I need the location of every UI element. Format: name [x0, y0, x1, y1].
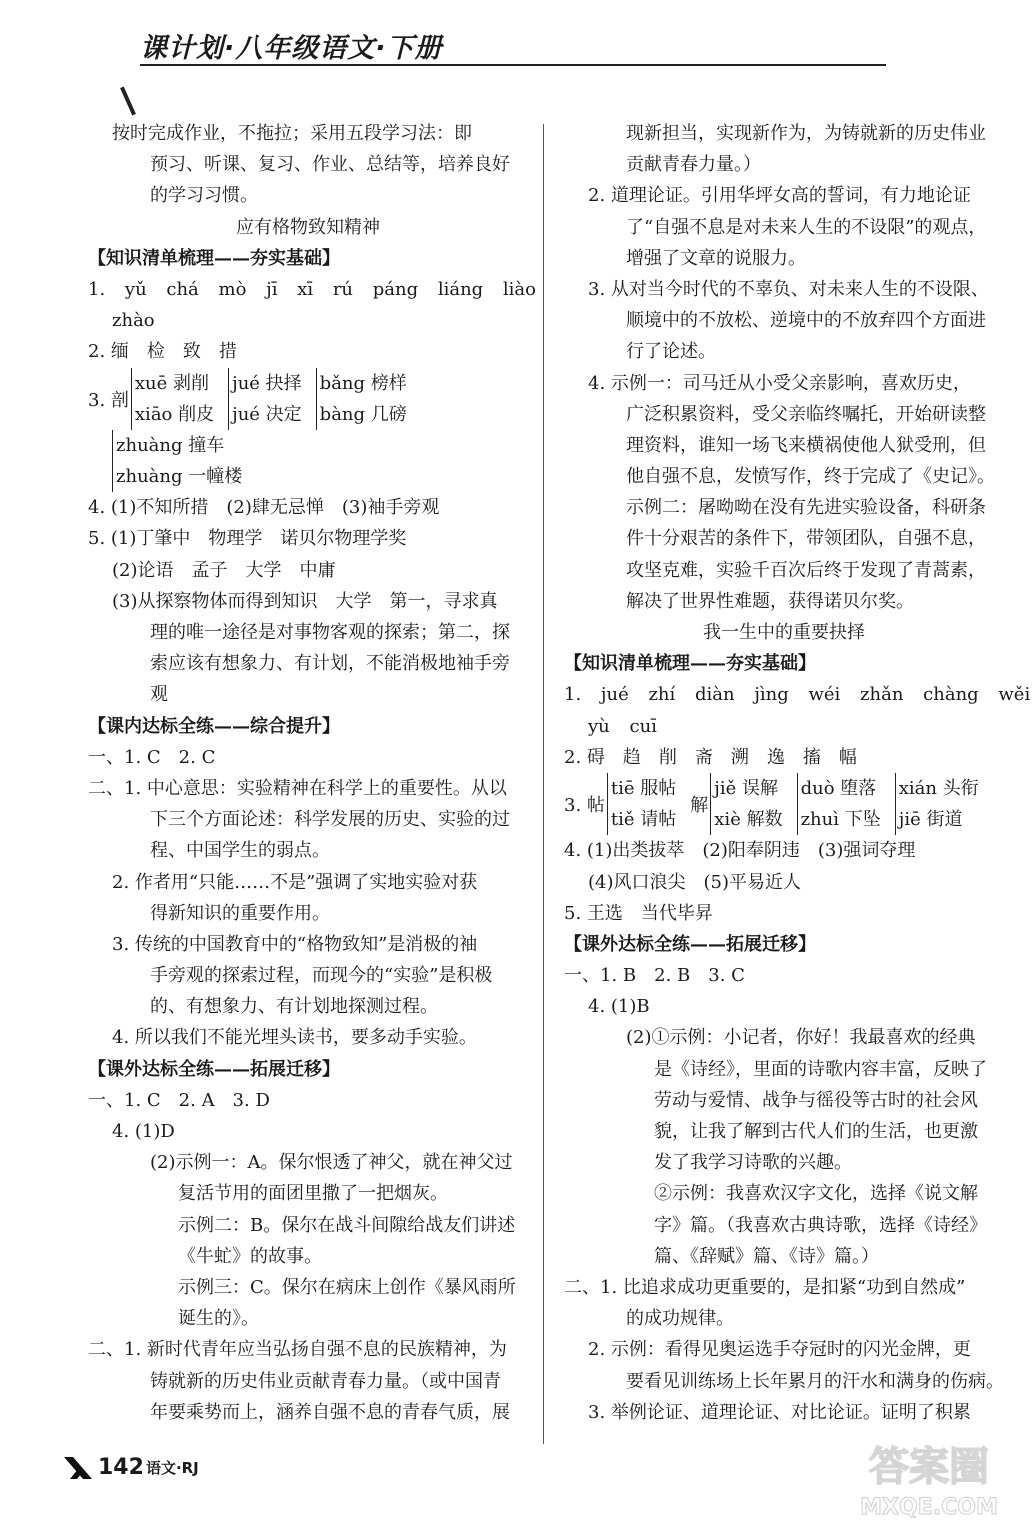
- text-line: 2. 示例：看得见奥运选手夺冠时的闪光金牌，更: [588, 1339, 971, 1361]
- text-line: 铸就新的历史伟业贡献青春力量。（或中国青: [150, 1370, 501, 1392]
- text-line: 3. 从对当今时代的不辜负、对未来人生的不设限、: [588, 278, 989, 300]
- brace-lead: 解: [690, 795, 709, 817]
- text-line: (2)论语 孟子 大学 中庸: [112, 559, 336, 581]
- text-line: 2. 作者用“只能……不是”强调了实地实验对获: [112, 871, 478, 893]
- text-line: 广泛积累资料，受父亲临终嘱托，开始研读整: [626, 403, 986, 425]
- brace-item: jué 决定: [232, 403, 302, 425]
- text-line: 的成功规律。: [626, 1308, 734, 1330]
- brace-group: [895, 773, 979, 835]
- brace-item: xián 头衔: [898, 777, 979, 799]
- watermark-logo: [847, 1432, 1012, 1522]
- text-line: 示例二：B。保尔在战斗间隙给战友们讲述: [178, 1214, 516, 1236]
- page-footer: [64, 1455, 199, 1480]
- arrow-logo-icon: [64, 1457, 94, 1479]
- text-line: 3. 传统的中国教育中的“格物致知”是消极的袖: [112, 933, 478, 955]
- text-line: 字》篇。（我喜欢古典诗歌，选择《诗经》: [654, 1214, 987, 1236]
- watermark-line2: MXQE.COM: [860, 1495, 998, 1520]
- text-line: yù cuī: [588, 715, 657, 737]
- text-line: 诞生的》。: [178, 1308, 259, 1330]
- text-line: 貌，让我了解到古代人们的生活，也更激: [654, 1121, 978, 1143]
- text-line: (3)从探察物体而得到知识 大学 第一，寻求真: [112, 590, 498, 612]
- text-line: 行了论述。: [626, 341, 716, 363]
- text-line: 得新知识的重要作用。: [150, 902, 330, 924]
- text-line: (4)风口浪尖 (5)平易近人: [588, 871, 801, 893]
- corner-mark: [120, 86, 136, 115]
- text-line: 他自强不息，发愤写作，终于完成了《史记》。: [626, 466, 995, 488]
- text-line: 一、1. C 2. C: [88, 746, 216, 768]
- text-line: 示例二：屠呦呦在没有先进实验设备，科研条: [626, 497, 986, 519]
- brace-item: bǎng 榜样: [319, 372, 407, 394]
- text-line: 了“自强不息是对未来人生的不设限”的观点，: [626, 216, 987, 238]
- text-line: 的、有想象力、有计划地探测过程。: [150, 996, 438, 1018]
- text-line: 索应该有想象力、有计划，不能消极地袖手旁: [150, 653, 510, 675]
- text-line: (2)示例一：A。保尔恨透了神父，就在神父过: [150, 1152, 513, 1174]
- section-heading: 【课外达标全练——拓展迁移】: [88, 1058, 340, 1080]
- section-heading: 【课内达标全练——综合提升】: [88, 715, 340, 737]
- brace-item: xiāo 削皮: [134, 403, 215, 425]
- text-line: 5. 王选 当代毕昇: [564, 902, 713, 924]
- text-line: 篇、《辞赋》篇、《诗》篇。）: [654, 1245, 879, 1267]
- text-line: ②示例：我喜欢汉字文化，选择《说文解: [654, 1183, 978, 1205]
- text-line: 现新担当，实现新作为，为铸就新的历史伟业: [626, 123, 986, 144]
- text-line: 4. 示例一：司马迁从小受父亲影响，喜欢历史，: [588, 372, 971, 394]
- brace-item: xuē 剥削: [134, 372, 210, 394]
- brace-group: [131, 368, 214, 430]
- text-line: 要看见训练场上长年累月的汗水和满身的伤病。: [626, 1370, 1004, 1392]
- text-line: 预习、听课、复习、作业、总结等，培养良好: [150, 154, 510, 176]
- brace-lead: 3. 剖: [88, 389, 129, 411]
- text-line: 二、1. 新时代青年应当弘扬自强不息的民族精神，为: [88, 1339, 507, 1361]
- text-line: 2. 缅 检 致 措: [88, 341, 237, 363]
- text-line: 4. (1)D: [112, 1121, 175, 1143]
- text-line: 顺境中的不放松、逆境中的不放弃四个方面进: [626, 310, 986, 332]
- article-title: 应有格物致知精神: [236, 216, 380, 238]
- text-line: 2. 碍 趋 削 斋 溯 逸 搐 幅: [564, 746, 857, 768]
- brace-item: jiē 街道: [898, 809, 963, 831]
- text-line: 理资料，谁知一场飞来横祸使他人狱受刑，但: [626, 434, 986, 456]
- text-line: (2)①示例：小记者，你好！我最喜欢的经典: [626, 1027, 976, 1049]
- brace-lead: 3. 帖: [564, 795, 605, 817]
- text-line: 观: [150, 684, 168, 706]
- text-line: 3. 举例论证、道理论证、对比论证。证明了积累: [588, 1401, 971, 1423]
- text-line: 1. yǔ chá mò jī xī rú páng liáng liào: [88, 278, 536, 300]
- brace-item: jué 抉择: [232, 372, 302, 394]
- text-line: 件十分艰苦的条件下，带领团队，自强不息，: [626, 528, 986, 550]
- text-line: 二、1. 中心意思：实验精神在科学上的重要性。从以: [88, 777, 507, 799]
- text-line: 复活节用的面团里撒了一把烟灰。: [178, 1183, 448, 1205]
- text-line: 贡献青春力量。）: [626, 154, 761, 176]
- brace-group: [316, 368, 407, 430]
- brace-item: zhuì 下坠: [800, 809, 881, 831]
- text-line: 年要乘势而上，涵养自强不息的青春气质，展: [150, 1401, 510, 1423]
- section-heading: 【知识清单梳理——夯实基础】: [564, 653, 816, 675]
- brace-item: bàng 几磅: [319, 403, 407, 425]
- text-line: 4. (1)B: [588, 996, 650, 1018]
- text-line: 示例三：C。保尔在病床上创作《暴风雨所: [178, 1276, 516, 1298]
- brace-item: tiě 请帖: [610, 809, 677, 831]
- text-line: 1. jué zhí diàn jìng wéi zhǎn chàng wěi: [564, 684, 1031, 706]
- brace-item: zhuàng 撞车: [116, 434, 225, 456]
- watermark-line1: 答案圈: [869, 1444, 989, 1490]
- text-line: 增强了文章的说服力。: [626, 247, 806, 269]
- brace-item: zhuàng 一幢楼: [116, 466, 243, 488]
- text-line: 4. (1)出类拔萃 (2)阳奉阴违 (3)强词夺理: [564, 840, 916, 862]
- text-line: 手旁观的探索过程，而现今的“实验”是积极: [150, 965, 493, 987]
- left-column: [88, 118, 536, 1428]
- text-line: 攻坚克难，实验千百次后终于发现了青蒿素，: [626, 559, 986, 581]
- text-line: 解决了世界性难题，获得诺贝尔奖。: [626, 590, 914, 612]
- section-heading: 【课外达标全练——拓展迁移】: [564, 933, 816, 955]
- header-rule: [140, 64, 886, 66]
- brace-item: jiě 误解: [714, 777, 778, 799]
- brace-row: [88, 368, 528, 430]
- text-line: 4. (1)不知所措 (2)肆无忌惮 (3)袖手旁观: [88, 497, 440, 519]
- text-line: 2. 道理论证。引用华坪女高的誓词，有力地论证: [588, 185, 971, 207]
- brace-item: tiē 服帖: [610, 777, 677, 799]
- brace-item: xiè 解数: [714, 809, 783, 831]
- page-number: 142: [98, 1455, 144, 1480]
- text-line: 程、中国学生的弱点。: [150, 840, 330, 862]
- text-line: 的学习习惯。: [150, 185, 258, 207]
- text-line: 按时完成作业，不拖拉；采用五段学习法：即: [112, 123, 472, 144]
- text-line: 一、1. B 2. B 3. C: [564, 965, 745, 987]
- text-line: 下三个方面论述：科学发展的历史、实验的过: [150, 809, 510, 831]
- text-line: 5. (1)丁肇中 物理学 诺贝尔物理学奖: [88, 528, 407, 550]
- text-line: 劳动与爱情、战争与徭役等古时的社会风: [654, 1089, 978, 1111]
- text-line: 二、1. 比追求成功更重要的，是扣紧“功到自然成”: [564, 1276, 966, 1298]
- brace-row: [564, 773, 1004, 835]
- text-line: 一、1. C 2. A 3. D: [88, 1089, 270, 1111]
- text-line: 是《诗经》，里面的诗歌内容丰富，反映了: [654, 1058, 987, 1080]
- brace-item: duò 堕落: [800, 777, 877, 799]
- brace-group: [228, 368, 302, 430]
- text-line: 《牛虻》的故事。: [178, 1245, 322, 1267]
- brace-group: [112, 430, 242, 492]
- footer-label: 语文·RJ: [145, 1459, 199, 1477]
- brace-group: [710, 773, 782, 835]
- article-title: 我一生中的重要抉择: [703, 622, 865, 643]
- text-line: 发了我学习诗歌的兴趣。: [654, 1152, 852, 1174]
- right-column: [564, 118, 1031, 1428]
- page-header-title: 课计划·八年级语文·下册: [140, 33, 443, 64]
- section-heading: 【知识清单梳理——夯实基础】: [88, 247, 340, 269]
- text-line: zhào: [112, 310, 155, 332]
- brace-row: [88, 430, 528, 492]
- text-line: 4. 所以我们不能光埋头读书，要多动手实验。: [112, 1027, 477, 1049]
- column-divider: [543, 124, 544, 1444]
- brace-group: [607, 773, 676, 835]
- brace-group: [797, 773, 881, 835]
- text-line: 理的唯一途径是对事物客观的探索；第二，探: [150, 622, 510, 644]
